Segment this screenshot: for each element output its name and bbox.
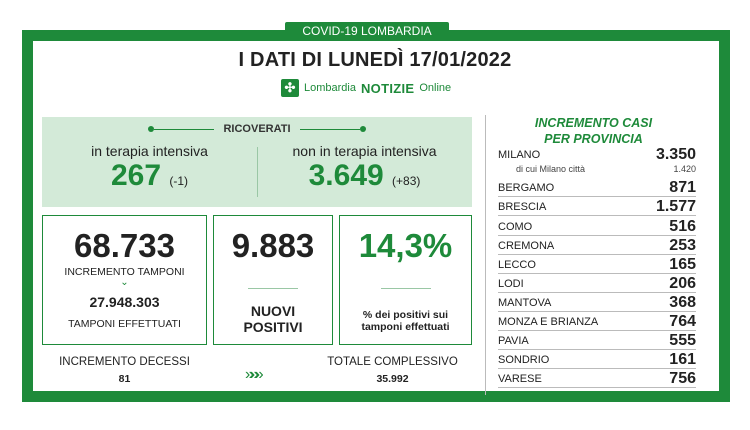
milano-city-value: 1.420 [673, 164, 696, 174]
province-row [498, 294, 696, 312]
arrows-icon: »»» [245, 366, 260, 383]
positivi-value: 9.883 [231, 227, 315, 264]
intensive-value: 267 [110, 159, 162, 192]
brand-name: NOTIZIE [360, 80, 415, 96]
non-intensive-value: 3.649 [308, 159, 384, 192]
page-title: I DATI DI LUNEDÌ 17/01/2022 [238, 49, 512, 71]
province-name: PAVIA [498, 335, 529, 347]
province-value: 165 [669, 256, 696, 273]
totale-block [310, 356, 475, 385]
province-value: 368 [669, 294, 696, 311]
percentuale-label-2: tamponi effettuati [361, 321, 450, 333]
province-name: COMO [498, 221, 533, 233]
province-title-1: INCREMENTO CASI [534, 116, 653, 130]
non-intensive-block [257, 143, 472, 198]
chevron-down-icon: ⌄ [120, 277, 129, 288]
totale-label: TOTALE COMPLESSIVO [327, 356, 458, 368]
tamponi-box [42, 215, 207, 345]
non-intensive-value-row [257, 159, 472, 198]
province-name: MANTOVA [498, 297, 552, 309]
header-tag: COVID-19 LOMBARDIA [285, 22, 449, 40]
province-value: 756 [669, 370, 696, 387]
percentuale-divider [381, 288, 431, 289]
percentuale-box [339, 215, 472, 345]
province-name: BERGAMO [498, 182, 555, 194]
province-row [498, 370, 696, 388]
province-value: 1.577 [655, 198, 696, 215]
decessi-label: INCREMENTO DECESSI [59, 356, 190, 368]
ricoverati-panel [42, 117, 472, 207]
province-name: LODI [498, 278, 524, 290]
province-name: BRESCIA [498, 201, 547, 213]
positivi-label-2: POSITIVI [243, 319, 303, 335]
province-name: MILANO [498, 149, 541, 161]
province-row [498, 313, 696, 331]
province-value: 555 [669, 332, 696, 349]
positivi-box [213, 215, 333, 345]
province-value: 764 [669, 313, 696, 330]
totale-value: 35.992 [376, 373, 409, 385]
intensive-value-row [42, 159, 257, 198]
province-value: 253 [669, 237, 696, 254]
province-value: 206 [669, 275, 696, 292]
province-row [498, 146, 696, 163]
province-row [498, 275, 696, 293]
province-name: MONZA E BRIANZA [498, 316, 599, 328]
province-title [486, 115, 701, 147]
province-title-2: PER PROVINCIA [544, 132, 643, 146]
tamponi-total-label: TAMPONI EFFETTUATI [68, 318, 181, 330]
province-value: 3.350 [655, 146, 696, 163]
province-name: CREMONA [498, 240, 555, 252]
province-value: 871 [669, 179, 696, 196]
decessi-value: 81 [118, 373, 131, 385]
tamponi-label: INCREMENTO TAMPONI [64, 266, 185, 278]
milano-city-label: di cui Milano città [516, 164, 586, 174]
lombardia-logo-icon: ✣ [281, 79, 299, 97]
province-row [498, 332, 696, 350]
province-row [498, 218, 696, 236]
milano-city-row [498, 164, 696, 174]
divider-right [300, 129, 360, 130]
positivi-divider [248, 288, 298, 289]
ricoverati-title: RICOVERATI [223, 123, 291, 135]
province-row [498, 179, 696, 197]
province-panel [485, 115, 700, 395]
tamponi-value: 68.733 [74, 227, 175, 264]
province-row [498, 198, 696, 216]
non-intensive-label: non in terapia intensiva [292, 143, 437, 159]
province-name: LECCO [498, 259, 536, 271]
brand-suffix: Online [419, 82, 452, 94]
brand-prefix: Lombardia [304, 82, 356, 94]
province-value: 161 [669, 351, 696, 368]
percentuale-value: 14,3% [358, 227, 453, 264]
decessi-block [42, 356, 207, 385]
province-row [498, 351, 696, 369]
intensive-delta: (-1) [169, 174, 189, 188]
tamponi-total: 27.948.303 [89, 294, 160, 310]
province-row [498, 256, 696, 274]
dot-right-icon [360, 126, 366, 132]
province-row [498, 237, 696, 255]
province-value: 516 [669, 218, 696, 235]
province-name: VARESE [498, 373, 542, 385]
positivi-label-1: NUOVI [250, 303, 296, 319]
intensive-label: in terapia intensiva [91, 143, 208, 159]
province-name: SONDRIO [498, 354, 550, 366]
brand [281, 78, 451, 98]
intensive-block [42, 143, 257, 198]
percentuale-label-1: % dei positivi sui [362, 309, 449, 321]
non-intensive-delta: (+83) [392, 174, 421, 188]
